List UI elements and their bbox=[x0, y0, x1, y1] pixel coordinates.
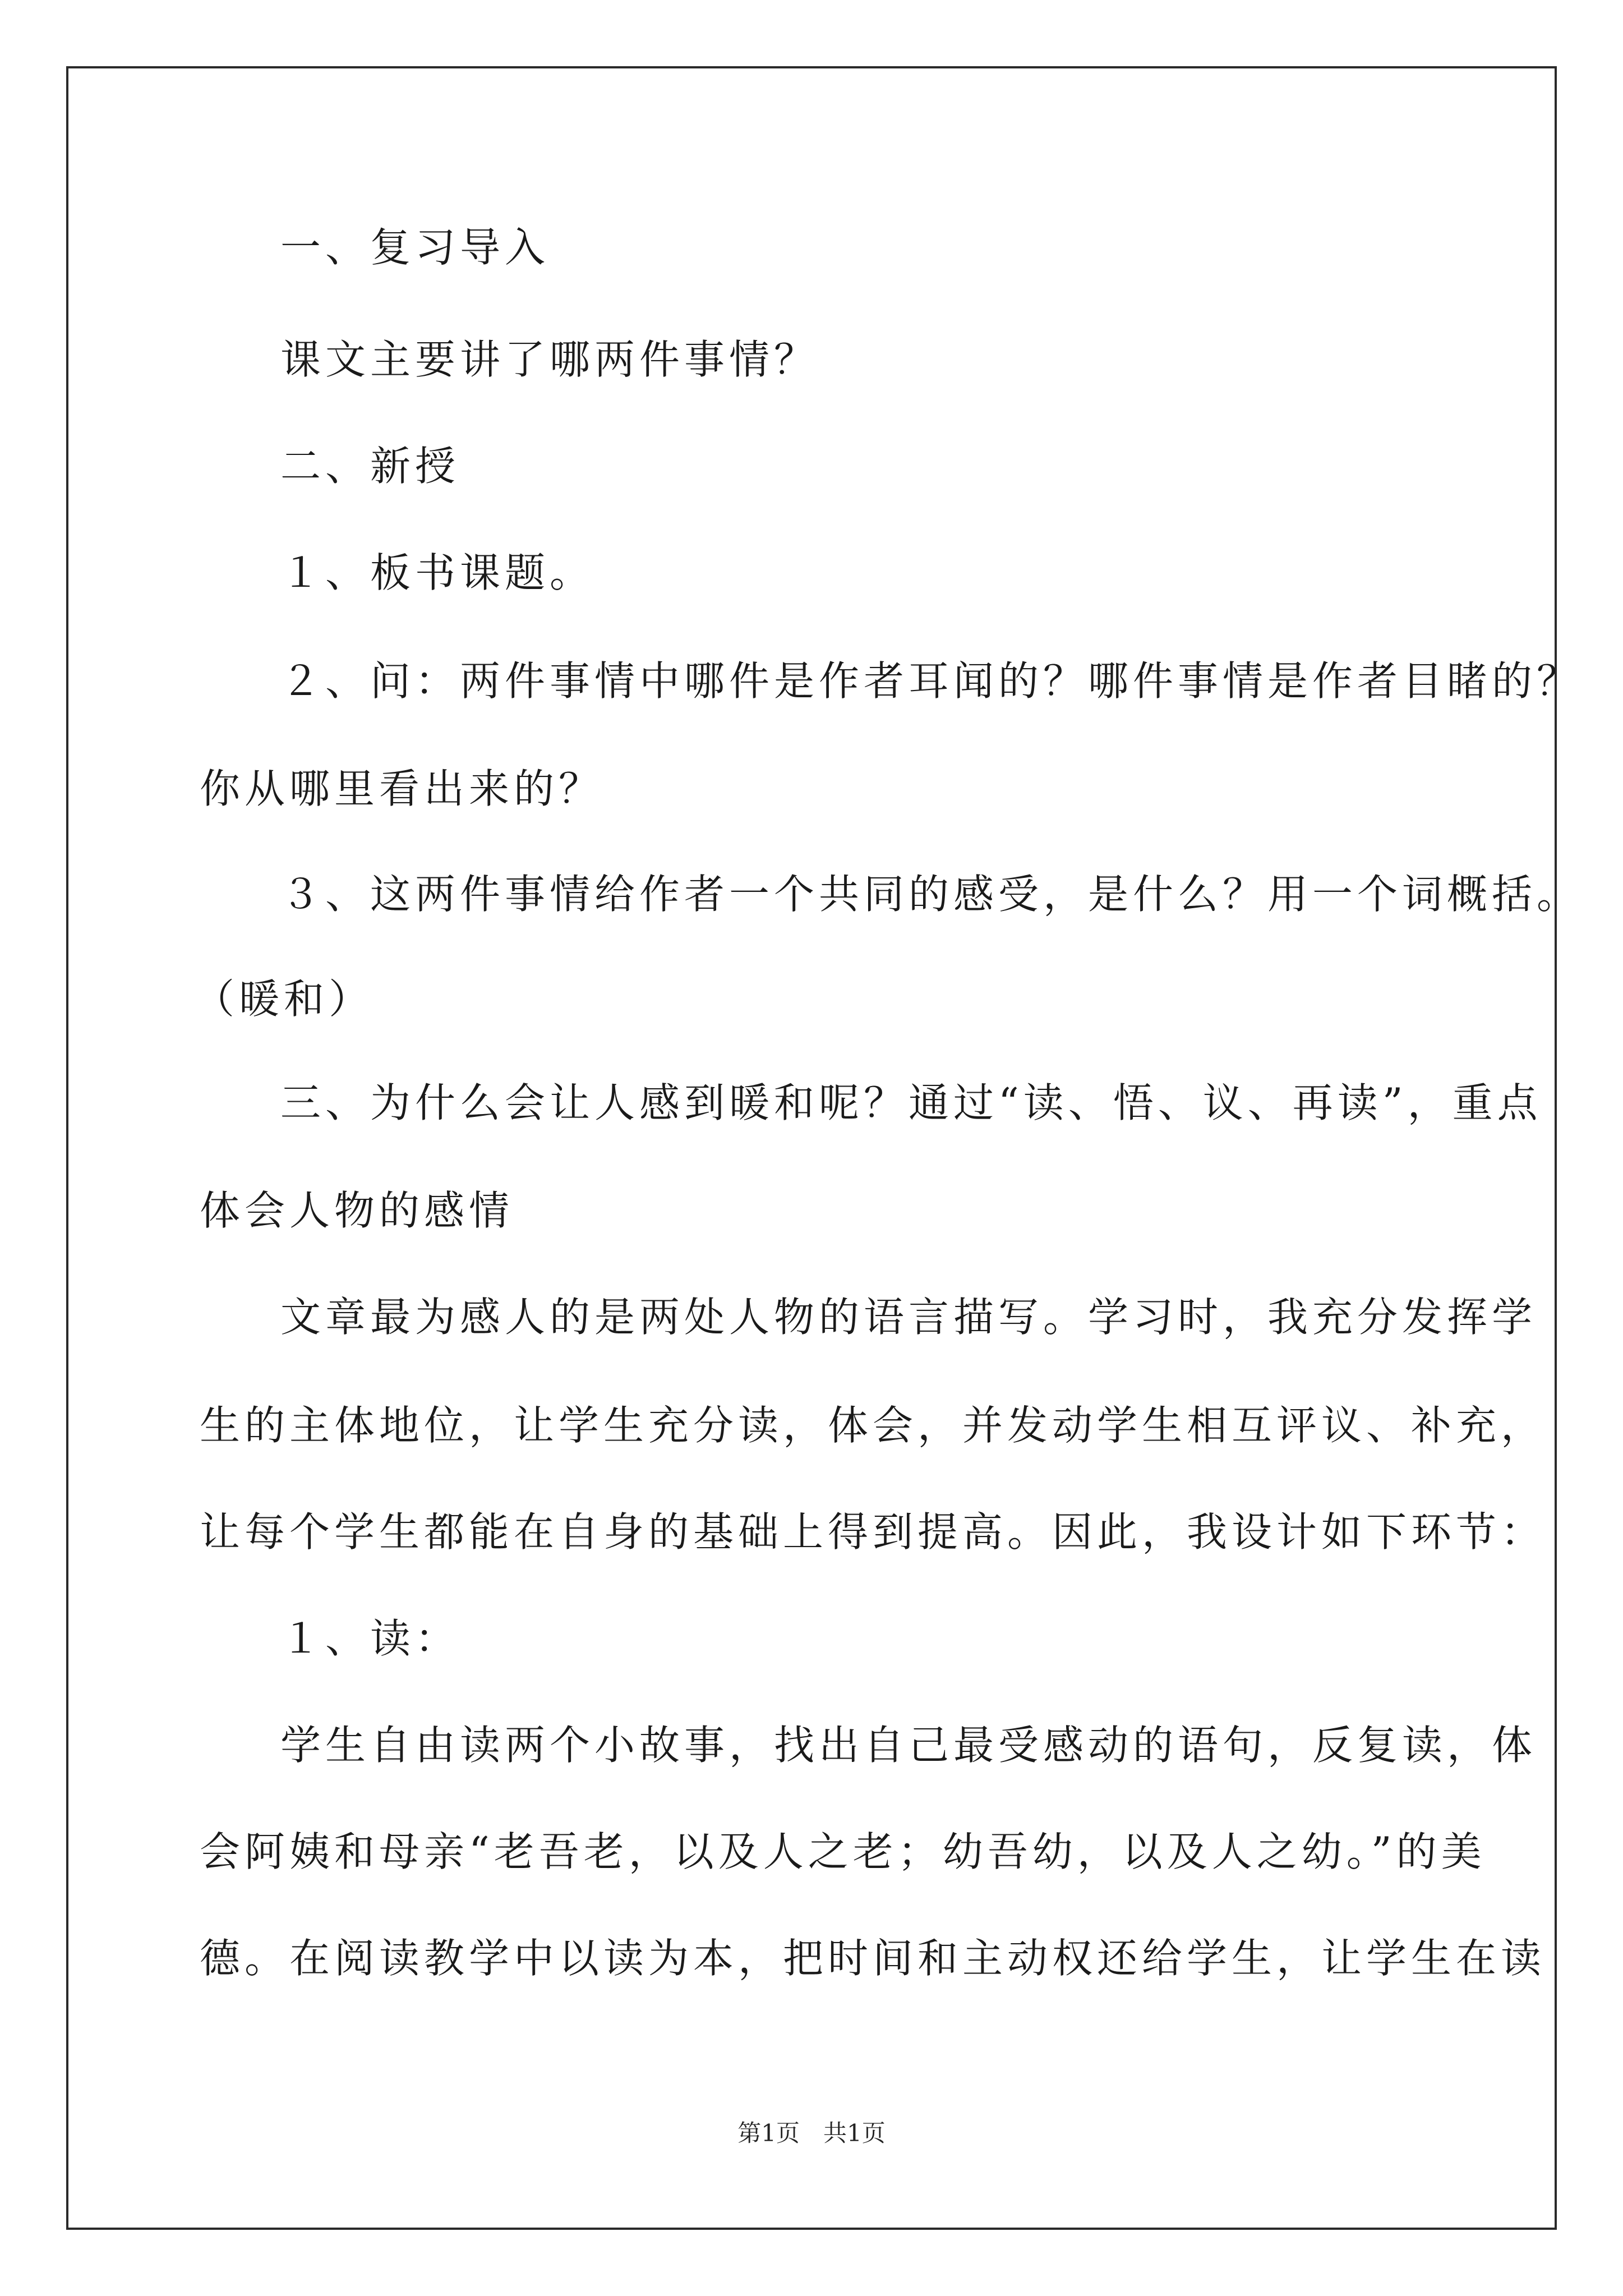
list-item: ３、这两件事情给作者一个共同的感受，是什么？用一个词概括。 bbox=[280, 871, 1582, 918]
heading-review: 一、复习导入 bbox=[280, 224, 550, 271]
list-item: １、读： bbox=[280, 1615, 460, 1662]
paragraph-line: 学生自由读两个小故事，找出自己最受感动的语句，反复读，体 bbox=[280, 1722, 1537, 1769]
paragraph-line: 你从哪里看出来的？ bbox=[200, 765, 604, 812]
page-border bbox=[66, 66, 1557, 2230]
paragraph-line: 会阿姨和母亲“老吾老，以及人之老；幼吾幼，以及人之幼。”的美 bbox=[200, 1828, 1486, 1875]
page-footer: 第1页 共1页 bbox=[737, 2119, 886, 2147]
paragraph-line: 让每个学生都能在自身的基础上得到提高。因此，我设计如下环节： bbox=[200, 1508, 1546, 1556]
paragraph-line: 生的主体地位，让学生充分读，体会，并发动学生相互评议、补充， bbox=[200, 1402, 1546, 1449]
paragraph-line: 体会人物的感情 bbox=[200, 1187, 514, 1234]
paragraph-line: 课文主要讲了哪两件事情？ bbox=[280, 336, 819, 383]
heading-new-lesson: 二、新授 bbox=[280, 443, 460, 490]
heading-section-three: 三、为什么会让人感到暖和呢？通过“读、悟、议、再读”，重点 bbox=[280, 1079, 1542, 1126]
list-item: ２、问：两件事情中哪件是作者耳闻的？哪件事情是作者目睹的？ bbox=[280, 657, 1582, 705]
paragraph-line: （暖和） bbox=[194, 976, 374, 1023]
list-item: １、板书课题。 bbox=[280, 549, 595, 596]
paragraph-line: 德。在阅读教学中以读为本，把时间和主动权还给学生，让学生在读 bbox=[200, 1935, 1546, 1982]
paragraph-line: 文章最为感人的是两处人物的语言描写。学习时，我充分发挥学 bbox=[280, 1294, 1537, 1341]
